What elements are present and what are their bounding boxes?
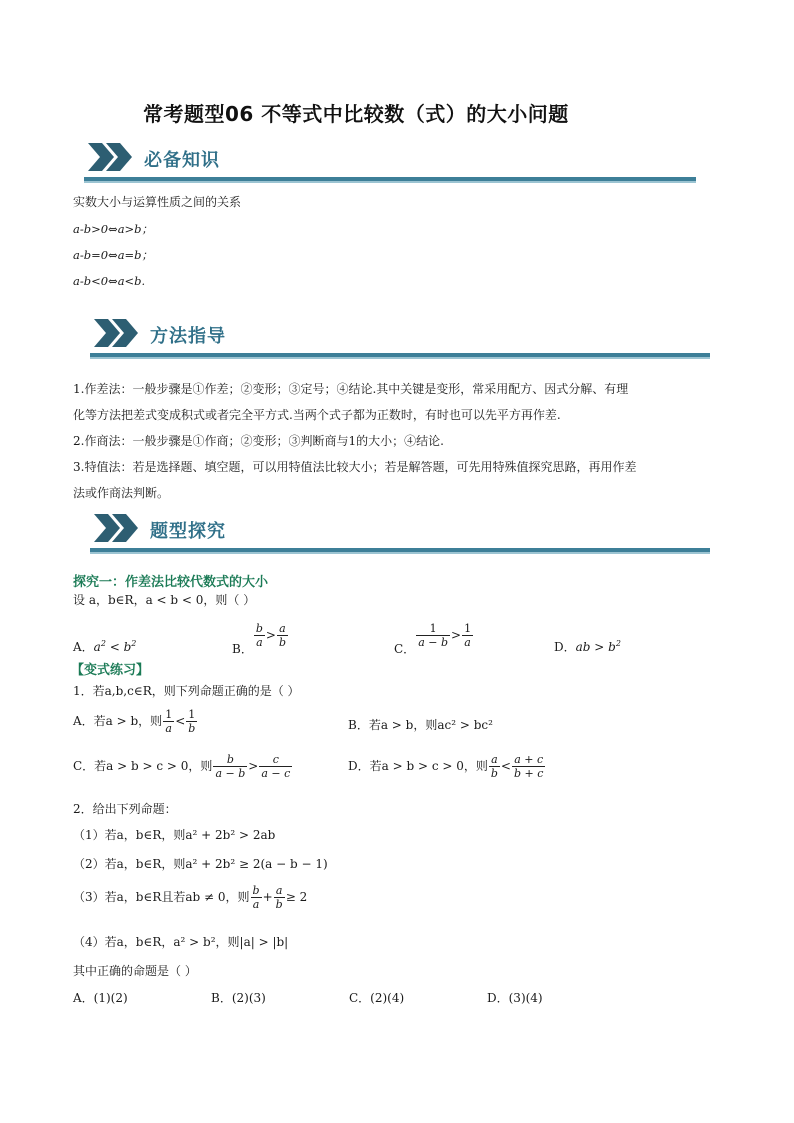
question-1: 1．若a,b,c∈R，则下列命题正确的是（ ） <box>73 684 300 698</box>
q2-statement-1: （1）若a，b∈R，则a² + 2b² > 2ab <box>73 828 276 842</box>
option-d: D．ab > $b^2$ <box>554 639 621 654</box>
option-a: A．$a^2 < b^2$ <box>73 639 137 654</box>
page-title: 常考题型06 不等式中比较数（式）的大小问题 <box>143 102 569 126</box>
method-line: 化等方法把差式变成积式或者完全平方式.当两个式子都为正数时，有时也可以先平方再作差. <box>73 408 561 422</box>
knowledge-line: a-b<0⇔a<b. <box>73 274 146 288</box>
method-line: 法或作商法判断。 <box>73 486 170 500</box>
option-label: D． <box>554 640 576 654</box>
knowledge-line: a-b=0⇔a=b； <box>73 248 154 262</box>
q2-answer-c: C．(2)(4) <box>349 991 405 1005</box>
q2-prompt: 其中正确的命题是（ ） <box>73 964 197 978</box>
double-chevron-icon <box>84 137 136 177</box>
q2-answer-d: D．(3)(4) <box>487 991 543 1005</box>
option-label: D．若a > b > c > 0，则 <box>348 759 488 773</box>
q2-statement-2: （2）若a，b∈R，则a² + 2b² ≥ 2(a − b − 1) <box>73 857 328 871</box>
option-b: B． $\frac{b}{a}$ > $\frac{a}{b}$ <box>232 622 286 656</box>
divider <box>84 177 696 183</box>
option-label: A． <box>73 640 94 654</box>
section-title: 必备知识 <box>144 150 220 171</box>
section-banner-method <box>90 313 716 361</box>
q1-option-d: D．若a > b > c > 0，则 $\frac{a}{b}$ < $\frac{a + c}{b + c}$ <box>348 753 544 780</box>
option-c: C． $\frac{1}{a - b}$ > $\frac{1}{a}$ <box>394 622 472 656</box>
explore-heading: 探究一：作差法比较代数式的大小 <box>73 575 269 590</box>
knowledge-intro: 实数大小与运算性质之间的关系 <box>73 195 242 209</box>
q1-option-b: B．若a > b，则ac² > bc² <box>348 718 493 732</box>
divider <box>90 353 710 359</box>
statement-label: （3）若a，b∈R且若ab ≠ 0，则 <box>73 890 250 904</box>
method-line: 1.作差法：一般步骤是①作差；②变形；③定号；④结论.其中关键是变形，常采用配方、因式分解、有理 <box>73 382 629 396</box>
knowledge-line: a-b>0⇔a>b； <box>73 222 154 236</box>
option-label: C． <box>394 642 416 656</box>
section-title: 方法指导 <box>150 326 226 347</box>
option-label: B． <box>232 642 253 656</box>
option-label: C．若a > b > c > 0，则 <box>73 759 213 773</box>
q2-answer-a: A．(1)(2) <box>73 991 128 1005</box>
q2-statement-3: （3）若a，b∈R且若ab ≠ 0，则 $\frac{b}{a}$ + $\frac{a}{b}$ ≥ 2 <box>73 884 308 911</box>
variant-heading: 【变式练习】 <box>71 663 150 678</box>
double-chevron-icon <box>90 508 142 548</box>
method-line: 2.作商法：一般步骤是①作商；②变形；③判断商与1的大小；④结论. <box>73 434 444 448</box>
divider <box>90 548 710 554</box>
section-banner-explore <box>90 508 716 556</box>
q2-answer-b: B．(2)(3) <box>211 991 266 1005</box>
option-label: A．若a > b，则 <box>73 714 163 728</box>
method-paragraph <box>73 376 723 506</box>
section-title: 题型探究 <box>150 521 226 542</box>
section-banner-knowledge <box>84 137 696 185</box>
q1-option-a: A．若a > b，则 $\frac{1}{a}$ < $\frac{1}{b}$ <box>73 708 196 735</box>
q1-option-c: C．若a > b > c > 0，则 $\frac{b}{a - b}$ > $\frac{c}{a - c}$ <box>73 753 291 780</box>
method-line: 3.特值法：若是选择题、填空题，可以用特值法比较大小；若是解答题，可先用特殊值探究思路，再用作差 <box>73 460 637 474</box>
explore-question: 设 a，b∈R，a < b < 0，则（ ） <box>73 593 256 607</box>
question-2: 2．给出下列命题： <box>73 802 177 816</box>
double-chevron-icon <box>90 313 142 353</box>
q2-statement-4: （4）若a，b∈R，a² > b²，则|a| > |b| <box>73 935 289 949</box>
